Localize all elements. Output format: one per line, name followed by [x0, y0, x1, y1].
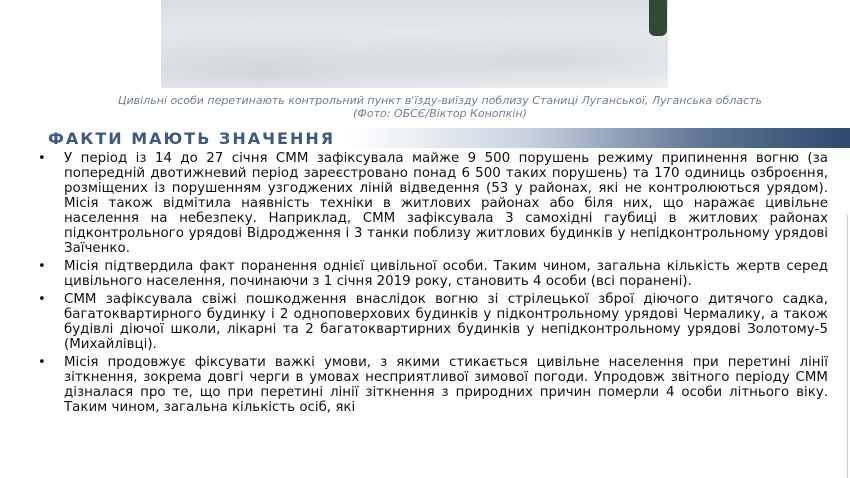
person-figure [649, 0, 667, 36]
facts-list [34, 151, 828, 418]
list-item [34, 259, 828, 289]
snow-texture [161, 0, 668, 88]
list-item-text: Місія продовжує фіксувати важкі умови, з якими стикається цивільне населення при перетині лінії зіткнення, зокрема довгі черги в умовах несприятливої зимової погоди. Упродовж звітного періоду СММ дізналася про те, що при перетині лінії зіткнення з природних причин померли 4 особи літнього віку. Таким чином, загальна кількість осіб, які [64, 355, 828, 415]
page-edge-divider [847, 215, 848, 478]
list-item-text: СММ зафіксувала свіжі пошкодження внаслідок вогню зі стрілецької зброї діючого дитячого садка, багатоквартирного будинку і 2 одноповерхових будинків у підконтрольному урядові Чермалику, а також будівлі діючої школи, лікарні та 2 багатоквартирних будинків у непідконтрольному урядові Золотому-5 (Михайлівці). [64, 292, 828, 352]
list-item-text: Місія підтвердила факт поранення однієї цивільної особи. Таким чином, загальна кількість жертв серед цивільного населення, починаючи з 1 січня 2019 року, становить 4 особи (всі поранені). [64, 259, 828, 289]
section-title: ФАКТИ МАЮТЬ ЗНАЧЕННЯ [48, 129, 336, 148]
bullet-icon: • [38, 151, 46, 166]
section-header-bar [40, 128, 850, 148]
photo-caption [40, 94, 840, 120]
list-item [34, 355, 828, 415]
list-item [34, 151, 828, 256]
photo-caption-line-1: Цивільні особи перетинають контрольний пункт в'їзду-виїзду поблизу Станиці Луганської, Луганська область [117, 94, 763, 107]
list-item-text: У період із 14 до 27 січня СММ зафіксувала майже 9 500 порушень режиму припинення вогню (за попередній двотижневий період зареєстровано понад 6 500 таких порушень) та 170 одиниць озброєння, розміщених із порушенням узгоджених ліній відведення (53 у районах, які не контролюються урядом). Місія також відмітила наявність техніки в житлових районах або біля них, що наражає цивільне населення на небезпеку. Наприклад, СММ зафіксувала 3 самохідні гаубиці в житлових районах підконтрольного урядові Відродження і 3 танки поблизу житлових будинків у непідконтрольному урядові Заїченко. [64, 151, 828, 256]
photo-caption-line-2: (Фото: ОБСЄ/Віктор Конопкін) [353, 107, 527, 120]
list-item [34, 292, 828, 352]
bullet-icon: • [38, 292, 46, 307]
bullet-icon: • [38, 355, 46, 370]
bullet-icon: • [38, 259, 46, 274]
checkpoint-photo [161, 0, 668, 88]
